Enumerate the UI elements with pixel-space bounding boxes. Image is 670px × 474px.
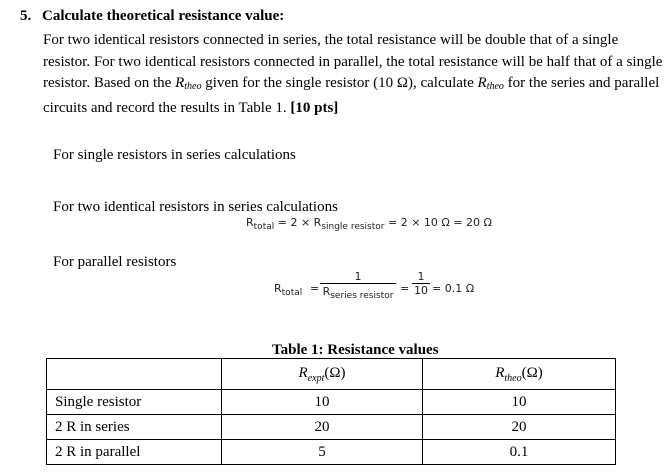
question-paragraph (43, 30, 663, 119)
row-label: 2 R in series (47, 415, 222, 440)
row-theo: 20 (423, 415, 616, 440)
section-two-series: For two identical resistors in series calculations (53, 199, 338, 215)
table-row (47, 390, 616, 415)
row-theo: 10 (423, 390, 616, 415)
resistance-table (46, 358, 616, 465)
question-number: 5. (20, 8, 32, 24)
paragraph-text-2: given for the single resistor (10 Ω), calculate (201, 75, 478, 91)
table-row (47, 440, 616, 465)
row-expt: 10 (222, 390, 423, 415)
section-single-resistor: For single resistors in series calculations (53, 147, 296, 163)
header-rtheo: $R_{theo}(\Omega)$ (423, 359, 616, 390)
rtheo-symbol: $R_{theo}$ (175, 75, 202, 92)
row-label: 2 R in parallel (47, 440, 222, 465)
rtheo-symbol-2: $R_{theo}$ (477, 75, 504, 92)
table-header-row (47, 359, 616, 390)
fraction-1: 1 $R_{series resistor}$ (320, 270, 396, 301)
section-parallel: For parallel resistors (53, 254, 177, 270)
parallel-equation: $R_{total}$ = 1 $R_{series resistor}$ = 1 10 = 0.1 Ω (274, 270, 474, 301)
question-title: Calculate theoretical resistance value: (42, 8, 285, 24)
row-label: Single resistor (47, 390, 222, 415)
series-equation: $R_{total} = 2 \times R_{single resistor} = 2 \times 10$ Ω = 20 Ω (246, 216, 492, 232)
header-rexpt: $R_{expt}(\Omega)$ (222, 359, 423, 390)
row-theo: 0.1 (423, 440, 616, 465)
question-heading (20, 8, 284, 25)
points-label: [10 pts] (290, 99, 339, 116)
paragraph-text-1: For two identical resistors connected in series, the total resistance will be double that of a single resistor. For two identical resistors connected in parallel, the total resistance will be half that of a single resistor. Based on the (43, 32, 663, 91)
paragraph-text-3: for the series and parallel circuits and record the results in Table 1. (43, 75, 660, 116)
table-row (47, 415, 616, 440)
fraction-2: 1 10 (414, 270, 428, 297)
header-empty-cell (47, 359, 222, 390)
table-caption: Table 1: Resistance values (272, 342, 439, 358)
row-expt: 5 (222, 440, 423, 465)
row-expt: 20 (222, 415, 423, 440)
